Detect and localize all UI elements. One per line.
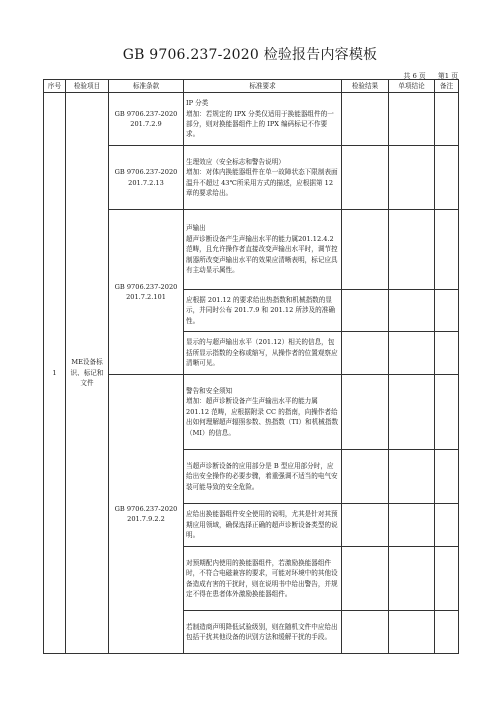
requirement-cell: 警告和安全须知 增加：超声诊断设备产生声输出水平的能力属 201.12 范畴，应根据附录 CC 的指南，向操作者给出如何理解超声辐照参数、热指数（TI）和机械指数（MI）的信息。 xyxy=(184,375,342,450)
header-remark: 备注 xyxy=(435,80,459,93)
conclusion-cell[interactable] xyxy=(389,375,435,450)
conclusion-cell[interactable] xyxy=(389,547,435,611)
result-cell[interactable] xyxy=(342,93,389,146)
conclusion-cell[interactable] xyxy=(389,611,435,654)
requirement-cell: 当超声诊断设备的应用部分是 B 型应用部分时，应给出安全操作的必要步骤，着重强调不适当的电气安装可能导致的安全危险。 xyxy=(184,450,342,504)
remark-cell[interactable] xyxy=(435,93,459,146)
inspection-table xyxy=(43,79,459,654)
requirement-cell: 若制造商声明降低试验级别，则在随机文件中应给出包括干扰其他设备的识别方法和缓解干扰的手段。 xyxy=(184,611,342,654)
conclusion-cell[interactable] xyxy=(389,332,435,375)
conclusion-cell[interactable] xyxy=(389,146,435,210)
clause-cell: GB 9706.237-2020 201.7.2.9 xyxy=(109,93,184,146)
result-cell[interactable] xyxy=(342,611,389,654)
header-seq: 序号 xyxy=(44,80,66,93)
requirement-cell: 应根据 201.12 的要求给出热指数和机械指数的显示，并同时公布 201.7.9 和 201.12 所涉及的准确性。 xyxy=(184,290,342,332)
header-requirement: 标准要求 xyxy=(184,80,342,93)
requirement-cell: 显示的与超声输出水平（201.12）相关的信息，包括所显示指数的全称或缩写，从操作者的位置观察应清晰可见。 xyxy=(184,332,342,375)
result-cell[interactable] xyxy=(342,375,389,450)
header-conclusion: 单项结论 xyxy=(389,80,435,93)
item-cell: ME设备标识、标记和文件 xyxy=(66,93,109,654)
conclusion-cell[interactable] xyxy=(389,504,435,547)
remark-cell[interactable] xyxy=(435,547,459,611)
requirement-cell: IP 分类 增加：若规定的 IPX 分类仅适用于换能器组件的一部分，则对换能器组件上的 IPX 编码标记不作要求。 xyxy=(184,93,342,146)
result-cell[interactable] xyxy=(342,146,389,210)
remark-cell[interactable] xyxy=(435,450,459,504)
remark-cell[interactable] xyxy=(435,504,459,547)
requirement-cell: 对预期配内使用的换能器组件，若激励换能器组件时，不符合电磁兼容的要求，可能对环境中的其他设备造成有害的干扰时，则在说明书中给出警告，并规定不得在患者体外激励换能器组件。 xyxy=(184,547,342,611)
clause-cell: GB 9706.237-2020 201.7.2.101 xyxy=(109,210,184,375)
conclusion-cell[interactable] xyxy=(389,450,435,504)
remark-cell[interactable] xyxy=(435,375,459,450)
conclusion-cell[interactable] xyxy=(389,210,435,290)
requirement-cell: 声输出 超声诊断设备产生声输出水平的能力属201.12.4.2范畴，且允许操作者直接改变声输出水平时，调节控制器所改变声输出水平的效果应清晰表明，标记应具有主动显示属性。 xyxy=(184,210,342,290)
header-item: 检验项目 xyxy=(66,80,109,93)
result-cell[interactable] xyxy=(342,290,389,332)
clause-cell: GB 9706.237-2020 201.7.9.2.2 xyxy=(109,375,184,654)
seq-cell: 1 xyxy=(44,93,66,654)
remark-cell[interactable] xyxy=(435,210,459,290)
page-number: 第1 页 xyxy=(437,72,458,80)
result-cell[interactable] xyxy=(342,504,389,547)
result-cell[interactable] xyxy=(342,547,389,611)
remark-cell[interactable] xyxy=(435,611,459,654)
total-pages: 共 6 页 xyxy=(403,72,426,80)
header-clause: 标准条款 xyxy=(109,80,184,93)
clause-cell: GB 9706.237-2020 201.7.2.13 xyxy=(109,146,184,210)
result-cell[interactable] xyxy=(342,210,389,290)
conclusion-cell[interactable] xyxy=(389,290,435,332)
remark-cell[interactable] xyxy=(435,146,459,210)
result-cell[interactable] xyxy=(342,332,389,375)
requirement-cell: 生理效应（安全标志和警告说明） 增加：对体内换能器组件在单一故障状态下限制表面温升不超过 43℃所采用方式的描述，应根据第 12 章的要求给出。 xyxy=(184,146,342,210)
header-result: 检验结果 xyxy=(342,80,389,93)
table-row xyxy=(44,93,459,146)
requirement-cell: 应给出换能器组件安全使用的说明，尤其是针对其预期应用领域，确保选择正确的超声诊断设备类型的说明。 xyxy=(184,504,342,547)
result-cell[interactable] xyxy=(342,450,389,504)
remark-cell[interactable] xyxy=(435,290,459,332)
page-title: GB 9706.237-2020 检验报告内容模板 xyxy=(122,47,378,63)
conclusion-cell[interactable] xyxy=(389,93,435,146)
remark-cell[interactable] xyxy=(435,332,459,375)
table-header-row xyxy=(44,80,459,93)
